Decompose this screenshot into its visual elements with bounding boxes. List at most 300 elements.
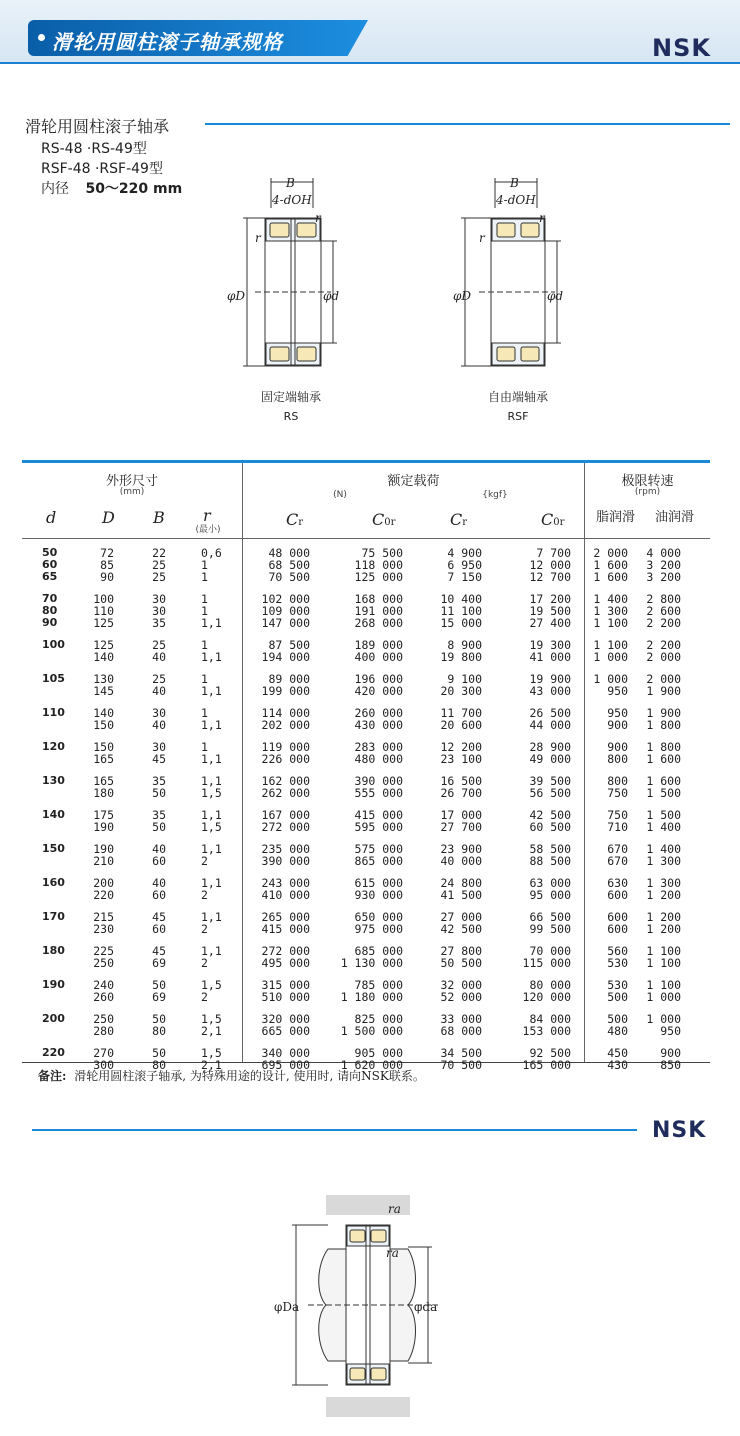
table-cell: 1 000 — [646, 1012, 681, 1026]
table-cell: 600 — [607, 888, 628, 902]
table-cell: 102 000 — [261, 592, 310, 606]
table-cell: 89 000 — [268, 672, 310, 686]
table-cell: 615 000 — [354, 876, 403, 890]
table-cell: 1 500 — [646, 786, 681, 800]
table-cell: 262 000 — [261, 786, 310, 800]
table-cell: 1 500 000 — [340, 1024, 403, 1038]
table-cell: 19 500 — [529, 604, 571, 618]
table-cell: 68 500 — [268, 558, 310, 572]
table-cell: 1,5 — [201, 820, 222, 834]
table-cell: 750 — [607, 786, 628, 800]
table-cell: 191 000 — [354, 604, 403, 618]
table-cell: 45 — [152, 944, 166, 958]
table-cell: 150 — [93, 740, 114, 754]
table-cell: 500 — [607, 1012, 628, 1026]
table-cell: 1 130 000 — [340, 956, 403, 970]
bore-d: 200 — [42, 1012, 65, 1025]
col-c0r-n: C0r — [372, 510, 396, 529]
table-cell: 200 — [93, 876, 114, 890]
table-cell: 35 — [152, 774, 166, 788]
label-r-top: r — [539, 211, 545, 225]
bore-d: 60 — [42, 558, 58, 571]
header-unit-rpm: (rpm) — [634, 487, 661, 497]
table-cell: 3 200 — [646, 570, 681, 584]
table-cell: 56 500 — [529, 786, 571, 800]
label-phi-d: φd — [323, 289, 340, 303]
table-cell: 500 — [607, 990, 628, 1004]
table-cell: 530 — [607, 978, 628, 992]
table-cell: 243 000 — [261, 876, 310, 890]
table-cell: 2 — [201, 922, 208, 936]
banner-bullet — [38, 34, 45, 41]
table-cell: 1 100 — [593, 638, 628, 652]
table-cell: 230 — [93, 922, 114, 936]
table-cell: 44 000 — [529, 718, 571, 732]
table-cell: 785 000 — [354, 978, 403, 992]
table-cell: 595 000 — [354, 820, 403, 834]
table-cell: 50 — [152, 786, 166, 800]
bore-d: 130 — [42, 774, 65, 787]
table-cell: 4 900 — [447, 546, 482, 560]
table-cell: 19 300 — [529, 638, 571, 652]
table-cell: 1 900 — [646, 684, 681, 698]
table-cell: 950 — [607, 706, 628, 720]
table-cell: 1 500 — [646, 808, 681, 822]
table-cell: 189 000 — [354, 638, 403, 652]
table-cell: 430 000 — [354, 718, 403, 732]
table-cell: 165 000 — [522, 1058, 571, 1072]
table-cell: 3 200 — [646, 558, 681, 572]
table-cell: 260 000 — [354, 706, 403, 720]
table-cell: 800 — [607, 774, 628, 788]
table-cell: 900 — [607, 718, 628, 732]
table-cell: 190 — [93, 820, 114, 834]
table-cell: 68 000 — [440, 1024, 482, 1038]
table-cell: 72 — [100, 546, 114, 560]
col-r-min: (最小) — [195, 525, 221, 535]
table-cell: 80 — [152, 1024, 166, 1038]
table-cell: 220 — [93, 888, 114, 902]
table-cell: 196 000 — [354, 672, 403, 686]
table-cell: 2 000 — [593, 546, 628, 560]
table-cell: 1 000 — [646, 990, 681, 1004]
table-cell: 650 000 — [354, 910, 403, 924]
table-cell: 50 — [152, 978, 166, 992]
table-cell: 42 500 — [440, 922, 482, 936]
section-title: 滑轮用圆柱滚子轴承 — [25, 117, 170, 136]
table-cell: 114 000 — [261, 706, 310, 720]
table-cell: 320 000 — [261, 1012, 310, 1026]
bore-d: 100 — [42, 638, 65, 651]
table-cell: 24 800 — [440, 876, 482, 890]
table-cell: 63 000 — [529, 876, 571, 890]
table-cell: 2 — [201, 956, 208, 970]
table-cell: 20 300 — [440, 684, 482, 698]
bore-d: 105 — [42, 672, 65, 685]
table-cell: 22 — [152, 546, 166, 560]
table-cell: 168 000 — [354, 592, 403, 606]
table-cell: 9 100 — [447, 672, 482, 686]
table-cell: 1 — [201, 558, 208, 572]
table-cell: 555 000 — [354, 786, 403, 800]
bore-d: 190 — [42, 978, 65, 991]
table-cell: 15 000 — [440, 616, 482, 630]
table-cell: 25 — [152, 638, 166, 652]
table-cell: 23 100 — [440, 752, 482, 766]
table-cell: 2 200 — [646, 638, 681, 652]
table-cell: 2 600 — [646, 604, 681, 618]
label-r-top: r — [315, 211, 321, 225]
table-cell: 45 — [152, 752, 166, 766]
table-cell: 147 000 — [261, 616, 310, 630]
bore-label: 内径 — [41, 181, 69, 197]
table-cell: 109 000 — [261, 604, 310, 618]
label-doh: 4-dOH — [272, 193, 312, 207]
table-cell: 272 000 — [261, 820, 310, 834]
table-cell: 17 200 — [529, 592, 571, 606]
table-cell: 95 000 — [529, 888, 571, 902]
bore-d: 65 — [42, 570, 58, 583]
table-cell: 226 000 — [261, 752, 310, 766]
table-cell: 125 — [93, 638, 114, 652]
table-cell: 49 000 — [529, 752, 571, 766]
table-cell: 390 000 — [354, 774, 403, 788]
table-cell: 2,1 — [201, 1024, 222, 1038]
table-cell: 33 000 — [440, 1012, 482, 1026]
table-cell: 905 000 — [354, 1046, 403, 1060]
table-cell: 12 000 — [529, 558, 571, 572]
header-speed: 极限转速 — [621, 474, 674, 489]
table-cell: 26 500 — [529, 706, 571, 720]
table-cell: 40 — [152, 718, 166, 732]
mount-label-phi-da: φda — [414, 1300, 438, 1314]
table-cell: 240 — [93, 978, 114, 992]
table-cell: 950 — [607, 684, 628, 698]
table-cell: 260 — [93, 990, 114, 1004]
table-cell: 87 500 — [268, 638, 310, 652]
table-cell: 110 — [93, 604, 114, 618]
table-cell: 69 — [152, 956, 166, 970]
table-cell: 480 — [607, 1024, 628, 1038]
table-cell: 8 900 — [447, 638, 482, 652]
table-cell: 2 200 — [646, 616, 681, 630]
table-cell: 1,1 — [201, 944, 222, 958]
table-cell: 300 — [93, 1058, 114, 1072]
table-cell: 430 — [607, 1058, 628, 1072]
table-cell: 272 000 — [261, 944, 310, 958]
table-cell: 1 180 000 — [340, 990, 403, 1004]
table-divider-2 — [584, 463, 585, 1062]
table-cell: 40 000 — [440, 854, 482, 868]
table-cell: 1 300 — [646, 876, 681, 890]
table-cell: 99 500 — [529, 922, 571, 936]
table-cell: 1 100 — [646, 978, 681, 992]
table-cell: 60 500 — [529, 820, 571, 834]
table-cell: 1 900 — [646, 706, 681, 720]
table-cell: 850 — [660, 1058, 681, 1072]
table-cell: 1,1 — [201, 684, 222, 698]
note — [38, 1067, 425, 1084]
table-cell: 2,1 — [201, 1058, 222, 1072]
table-cell: 32 000 — [440, 978, 482, 992]
table-cell: 80 000 — [529, 978, 571, 992]
table-cell: 25 — [152, 570, 166, 584]
col-grease: 脂润滑 — [596, 510, 636, 525]
table-cell: 70 500 — [268, 570, 310, 584]
table-cell: 250 — [93, 956, 114, 970]
table-cell: 80 — [152, 1058, 166, 1072]
figure-rsf-diagram — [455, 172, 585, 382]
nsk-logo-bottom: NSK — [652, 1118, 707, 1143]
table-cell: 69 — [152, 990, 166, 1004]
table-cell: 1 — [201, 592, 208, 606]
table-cell: 415 000 — [354, 808, 403, 822]
label-doh: 4-dOH — [496, 193, 536, 207]
table-cell: 1 — [201, 604, 208, 618]
table-cell: 2 000 — [646, 672, 681, 686]
bore-d: 110 — [42, 706, 65, 719]
mount-label-ra-top: ra — [388, 1202, 401, 1216]
table-cell: 162 000 — [261, 774, 310, 788]
table-cell: 1 620 000 — [340, 1058, 403, 1072]
note-label: 备注: — [38, 1069, 67, 1083]
table-cell: 25 — [152, 558, 166, 572]
table-cell: 10 400 — [440, 592, 482, 606]
header-dims: 外形尺寸 — [105, 474, 158, 489]
table-cell: 145 — [93, 684, 114, 698]
header-load: 额定载荷 — [387, 474, 440, 489]
table-cell: 283 000 — [354, 740, 403, 754]
mount-label-phi-Da: φDa — [274, 1300, 300, 1314]
table-cell: 750 — [607, 808, 628, 822]
table-cell: 42 500 — [529, 808, 571, 822]
table-cell: 84 000 — [529, 1012, 571, 1026]
table-cell: 40 — [152, 650, 166, 664]
table-cell: 125 000 — [354, 570, 403, 584]
table-cell: 20 600 — [440, 718, 482, 732]
table-cell: 50 — [152, 1046, 166, 1060]
table-cell: 202 000 — [261, 718, 310, 732]
table-cell: 153 000 — [522, 1024, 571, 1038]
table-cell: 665 000 — [261, 1024, 310, 1038]
table-cell: 975 000 — [354, 922, 403, 936]
table-cell: 225 — [93, 944, 114, 958]
table-cell: 1,5 — [201, 1046, 222, 1060]
table-cell: 390 000 — [261, 854, 310, 868]
table-cell: 1 100 — [646, 956, 681, 970]
table-cell: 450 — [607, 1046, 628, 1060]
table-cell: 215 — [93, 910, 114, 924]
table-cell: 1 400 — [646, 842, 681, 856]
table-cell: 30 — [152, 706, 166, 720]
bore-d: 80 — [42, 604, 58, 617]
table-cell: 60 — [152, 922, 166, 936]
table-cell: 40 — [152, 842, 166, 856]
table-cell: 92 500 — [529, 1046, 571, 1060]
col-cr-n: Cr — [286, 510, 304, 529]
bore-line — [41, 178, 182, 198]
table-cell: 165 — [93, 774, 114, 788]
table-cell: 1 — [201, 672, 208, 686]
label-r-left: r — [479, 231, 485, 245]
table-cell: 90 — [100, 570, 114, 584]
mount-label-ra-side: ra — [386, 1246, 399, 1260]
table-cell: 1,1 — [201, 808, 222, 822]
table-cell: 685 000 — [354, 944, 403, 958]
footer-rule — [32, 1129, 637, 1131]
table-cell: 28 900 — [529, 740, 571, 754]
table-cell: 280 — [93, 1024, 114, 1038]
col-d: d — [46, 508, 57, 527]
table-cell: 1 300 — [593, 604, 628, 618]
table-cell: 70 000 — [529, 944, 571, 958]
table-cell: 1,1 — [201, 718, 222, 732]
table-divider-1 — [242, 463, 243, 1062]
table-cell: 120 000 — [522, 990, 571, 1004]
table-cell: 60 — [152, 854, 166, 868]
table-cell: 800 — [607, 752, 628, 766]
table-cell: 100 — [93, 592, 114, 606]
figure-rsf-code: RSF — [507, 410, 529, 423]
table-cell: 27 000 — [440, 910, 482, 924]
header-unit-n: (N) — [333, 490, 347, 500]
table-cell: 118 000 — [354, 558, 403, 572]
bore-d: 220 — [42, 1046, 65, 1059]
table-cell: 1,1 — [201, 616, 222, 630]
banner-title: 滑轮用圆柱滚子轴承规格 — [52, 30, 283, 54]
table-cell: 865 000 — [354, 854, 403, 868]
table-cell: 27 400 — [529, 616, 571, 630]
table-cell: 670 — [607, 842, 628, 856]
types-line-1: RS-48 ·RS-49型 — [41, 141, 147, 157]
table-cell: 210 — [93, 854, 114, 868]
table-cell: 560 — [607, 944, 628, 958]
table-cell: 85 — [100, 558, 114, 572]
table-cell: 1 400 — [593, 592, 628, 606]
table-cell: 41 000 — [529, 650, 571, 664]
table-cell: 30 — [152, 592, 166, 606]
table-cell: 25 — [152, 672, 166, 686]
header-unit-kgf: {kgf} — [482, 490, 508, 500]
figure-rs-diagram — [225, 172, 355, 382]
table-cell: 2 800 — [646, 592, 681, 606]
col-r: r — [203, 506, 211, 525]
label-b: B — [510, 176, 519, 190]
table-cell: 19 800 — [440, 650, 482, 664]
table-cell: 75 500 — [361, 546, 403, 560]
nsk-logo-top: NSK — [652, 34, 711, 62]
table-cell: 88 500 — [529, 854, 571, 868]
table-cell: 510 000 — [261, 990, 310, 1004]
table-cell: 40 — [152, 876, 166, 890]
table-cell: 1,1 — [201, 774, 222, 788]
table-cell: 2 — [201, 990, 208, 1004]
table-cell: 16 500 — [440, 774, 482, 788]
bore-d: 70 — [42, 592, 58, 605]
table-cell: 140 — [93, 650, 114, 664]
table-cell: 115 000 — [522, 956, 571, 970]
table-cell: 950 — [660, 1024, 681, 1038]
table-cell: 480 000 — [354, 752, 403, 766]
table-cell: 1 800 — [646, 740, 681, 754]
table-cell: 4 000 — [646, 546, 681, 560]
bore-d: 170 — [42, 910, 65, 923]
bore-d: 50 — [42, 546, 58, 559]
section-rule — [205, 123, 730, 125]
table-cell: 268 000 — [354, 616, 403, 630]
table-cell: 52 000 — [440, 990, 482, 1004]
table-cell: 2 — [201, 854, 208, 868]
table-cell: 1 000 — [593, 650, 628, 664]
table-cell: 194 000 — [261, 650, 310, 664]
table-cell: 34 500 — [440, 1046, 482, 1060]
bore-d: 140 — [42, 808, 65, 821]
table-cell: 315 000 — [261, 978, 310, 992]
table-cell: 270 — [93, 1046, 114, 1060]
table-cell: 48 000 — [268, 546, 310, 560]
table-cell: 1 400 — [646, 820, 681, 834]
table-cell: 900 — [660, 1046, 681, 1060]
bore-d: 180 — [42, 944, 65, 957]
table-cell: 45 — [152, 910, 166, 924]
table-cell: 12 700 — [529, 570, 571, 584]
label-phi-d: φd — [547, 289, 564, 303]
table-cell: 1,5 — [201, 1012, 222, 1026]
bore-d: 150 — [42, 842, 65, 855]
table-cell: 1 — [201, 706, 208, 720]
table-cell: 23 900 — [440, 842, 482, 856]
table-cell: 235 000 — [261, 842, 310, 856]
table-top-rule — [22, 460, 710, 463]
table-cell: 50 — [152, 820, 166, 834]
table-cell: 710 — [607, 820, 628, 834]
table-cell: 175 — [93, 808, 114, 822]
table-cell: 1,1 — [201, 876, 222, 890]
table-cell: 50 — [152, 1012, 166, 1026]
bore-d: 120 — [42, 740, 65, 753]
table-cell: 66 500 — [529, 910, 571, 924]
label-phi-D: φD — [227, 289, 246, 303]
table-cell: 165 — [93, 752, 114, 766]
table-cell: 1 200 — [646, 910, 681, 924]
table-cell: 2 000 — [646, 650, 681, 664]
table-cell: 600 — [607, 922, 628, 936]
table-cell: 50 500 — [440, 956, 482, 970]
table-cell: 167 000 — [261, 808, 310, 822]
table-cell: 415 000 — [261, 922, 310, 936]
table-cell: 125 — [93, 616, 114, 630]
table-cell: 1 100 — [593, 616, 628, 630]
table-cell: 43 000 — [529, 684, 571, 698]
table-cell: 11 700 — [440, 706, 482, 720]
table-cell: 30 — [152, 740, 166, 754]
table-cell: 1 100 — [646, 944, 681, 958]
table-cell: 265 000 — [261, 910, 310, 924]
table-cell: 1,1 — [201, 752, 222, 766]
table-cell: 695 000 — [261, 1058, 310, 1072]
table-cell: 150 — [93, 718, 114, 732]
mounting-diagram — [268, 1195, 468, 1420]
table-cell: 1,5 — [201, 786, 222, 800]
table-cell: 60 — [152, 888, 166, 902]
table-cell: 825 000 — [354, 1012, 403, 1026]
label-r-left: r — [255, 231, 261, 245]
table-cell: 40 — [152, 684, 166, 698]
table-cell: 250 — [93, 1012, 114, 1026]
table-cell: 340 000 — [261, 1046, 310, 1060]
table-cell: 119 000 — [261, 740, 310, 754]
col-B: B — [153, 508, 165, 527]
